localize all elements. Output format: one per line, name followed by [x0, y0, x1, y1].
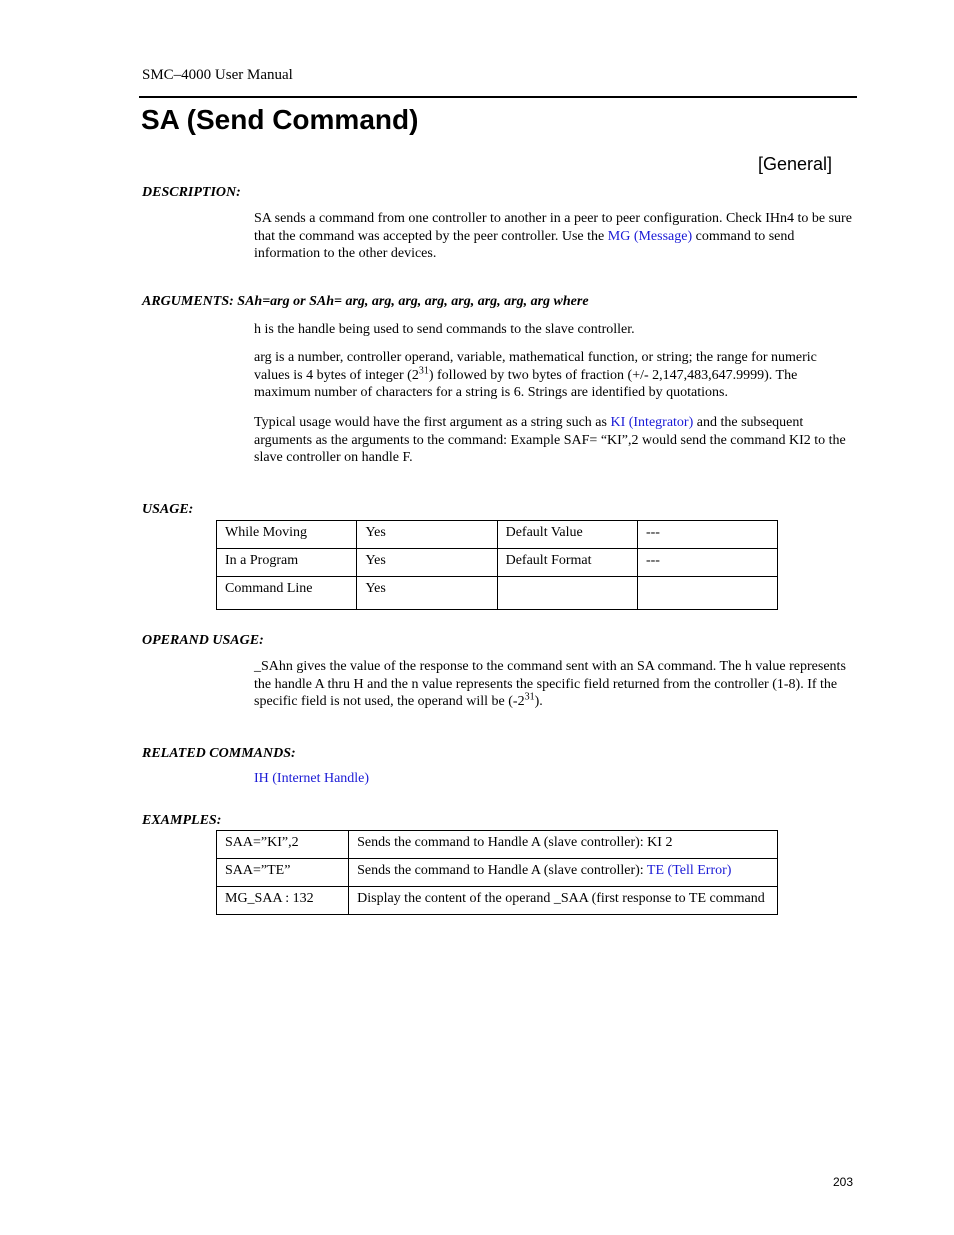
- example-description: [349, 887, 778, 915]
- table-row: [217, 549, 778, 577]
- table-row: [217, 577, 778, 610]
- example-description-text: Display the content of the operand _SAA (first response to TE command: [357, 891, 765, 906]
- example-description-text: Sends the command to Handle A (slave controller): KI 2: [357, 835, 673, 850]
- page-title: SA (Send Command): [141, 104, 419, 135]
- category-label: [General]: [758, 154, 833, 174]
- arguments-p2: [254, 349, 854, 402]
- example-command: MG_SAA : 132: [217, 887, 349, 915]
- table-cell: [637, 577, 777, 610]
- example-command: SAA=”TE”: [217, 859, 349, 887]
- table-row: [217, 859, 778, 887]
- table-cell: In a Program: [217, 549, 357, 577]
- exponent: 31: [418, 364, 429, 376]
- table-cell: Yes: [357, 577, 497, 610]
- arguments-heading: ARGUMENTS: SAh=arg or SAh= arg, arg, arg, arg, arg, arg, arg, arg where: [142, 294, 589, 309]
- te-tell-error-link[interactable]: TE (Tell Error): [646, 863, 732, 878]
- operand-text-part1: _SAhn gives the value of the response to the command sent with an SA command. The h value represents the handle A thru H and the n value represents the specific field returned from the controller (1-8). If the specific field is not used, the operand will be (-2: [254, 659, 846, 709]
- table-cell: While Moving: [217, 521, 357, 549]
- related-commands-list: [254, 770, 854, 788]
- usage-table: [216, 520, 778, 610]
- description-heading: DESCRIPTION:: [142, 185, 241, 200]
- table-row: [217, 521, 778, 549]
- arguments-p1: h is the handle being used to send commands to the slave controller.: [254, 322, 635, 337]
- table-cell: ---: [637, 549, 777, 577]
- example-description: [349, 831, 778, 859]
- exponent: 31: [524, 691, 535, 703]
- example-description: [349, 859, 778, 887]
- arguments-p3-part1: Typical usage would have the first argument as a string such as: [254, 415, 611, 430]
- page-number: 203: [833, 1175, 854, 1189]
- operand-text-part2: ).: [534, 694, 543, 709]
- table-cell: [497, 577, 637, 610]
- example-description-text: Sends the command to Handle A (slave controller):: [357, 863, 647, 878]
- header-rule: [139, 96, 857, 98]
- ih-internet-handle-link[interactable]: IH (Internet Handle): [254, 771, 370, 786]
- examples-table: [216, 830, 778, 915]
- mg-message-link[interactable]: MG (Message): [607, 228, 693, 244]
- table-row: [217, 831, 778, 859]
- operand-usage-text: [254, 658, 854, 711]
- related-commands-heading: RELATED COMMANDS:: [142, 746, 296, 761]
- table-cell: Default Value: [497, 521, 637, 549]
- examples-heading: EXAMPLES:: [142, 813, 222, 828]
- running-header: SMC–4000 User Manual: [142, 67, 293, 83]
- arguments-p2-part2: ) followed by two bytes of fraction (+/- 2,147,483,647.9999). The maximum number of characters for a string is 6. Strings are identified by quotations.: [254, 367, 798, 400]
- table-cell: Yes: [357, 549, 497, 577]
- table-cell: Default Format: [497, 549, 637, 577]
- description-text-part1: SA sends a command from one controller to another in a peer to peer configuration. Check IHn4 to be sure that the command was accepted by the peer controller. Use the: [254, 211, 852, 244]
- arguments-p2-part1: arg is a number, controller operand, variable, mathematical function, or string; the range for numeric values is 4 bytes of integer (2: [254, 350, 817, 383]
- arguments-p3-part2: and the subsequent arguments as the arguments to the command: Example SAF= “KI”,2 would send the command KI2 to the slave controller on handle F.: [254, 415, 846, 465]
- description-text-part2: command to send information to the other devices.: [254, 228, 795, 261]
- operand-usage-heading: OPERAND USAGE:: [142, 633, 264, 648]
- arguments-p3: [254, 414, 854, 467]
- table-cell: Yes: [357, 521, 497, 549]
- ki-integrator-link[interactable]: KI (Integrator): [610, 415, 694, 430]
- description-text: [254, 210, 854, 263]
- table-cell: Command Line: [217, 577, 357, 610]
- table-cell: ---: [637, 521, 777, 549]
- example-command: SAA=”KI”,2: [217, 831, 349, 859]
- usage-heading: USAGE:: [142, 502, 194, 517]
- table-row: [217, 887, 778, 915]
